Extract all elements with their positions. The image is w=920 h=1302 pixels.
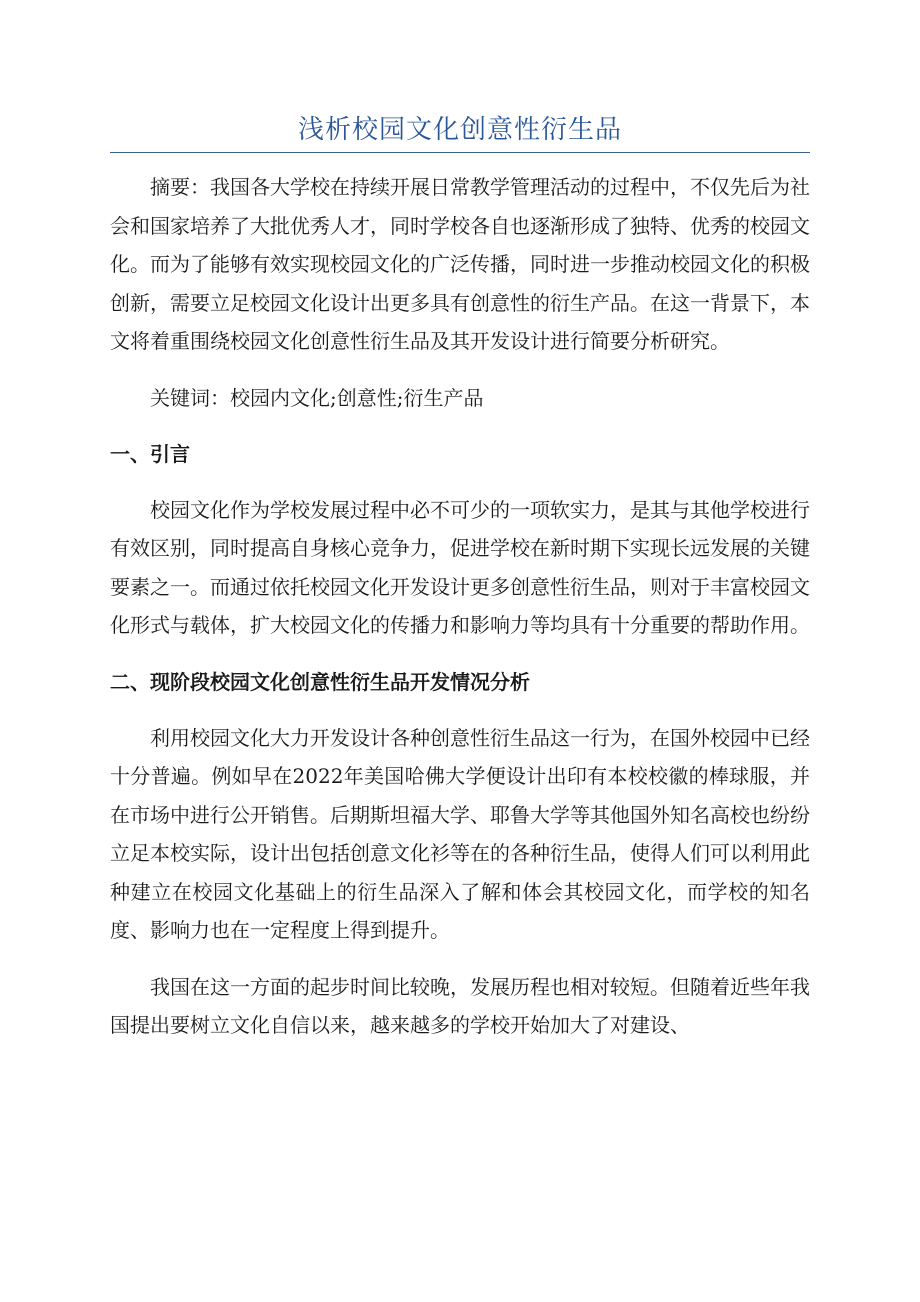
section-heading-introduction: 一、引言	[110, 441, 190, 466]
title-underline	[110, 152, 810, 153]
section-paragraph: 校园文化作为学校发展过程中必不可少的一项软实力，是其与其他学校进行有效区别，同时提高自身核心竞争力，促进学校在新时期下实现长远发展的关键要素之一。而通过依托校园文化开发设计更多创意性衍生品，则对于丰富校园文化形式与载体，扩大校园文化的传播力和影响力等均具有十分重要的帮助作用。	[110, 497, 810, 637]
document-body	[110, 168, 810, 1063]
section-paragraph: 利用校园文化大力开发设计各种创意性衍生品这一行为，在国外校园中已经十分普遍。例如早在2022年美国哈佛大学便设计出印有本校校徽的棒球服，并在市场中进行公开销售。后期斯坦福大学、耶鲁大学等其他国外知名高校也纷纷立足本校实际，设计出包括创意文化衫等在的各种衍生品，使得人们可以利用此种建立在校园文化基础上的衍生品深入了解和体会其校园文化，而学校的知名度、影响力也在一定程度上得到提升。	[110, 725, 810, 942]
section-paragraph: 我国在这一方面的起步时间比较晚，发展历程也相对较短。但随着近些年我国提出要树立文化自信以来，越来越多的学校开始加大了对建设、	[110, 974, 810, 1037]
document-title: 浅析校园文化创意性衍生品	[297, 115, 622, 145]
keywords-line: 关键词：校园内文化;创意性;衍生产品	[150, 385, 484, 410]
abstract-paragraph: 摘要：我国各大学校在持续开展日常教学管理活动的过程中，不仅先后为社会和国家培养了大批优秀人才，同时学校各自也逐渐形成了独特、优秀的校园文化。而为了能够有效实现校园文化的广泛传播，同时进一步推动校园文化的积极创新，需要立足校园文化设计出更多具有创意性的衍生产品。在这一背景下，本文将着重围绕校园文化创意性衍生品及其开发设计进行简要分析研究。	[110, 175, 810, 353]
section-heading-current-analysis: 二、现阶段校园文化创意性衍生品开发情况分析	[110, 669, 530, 694]
